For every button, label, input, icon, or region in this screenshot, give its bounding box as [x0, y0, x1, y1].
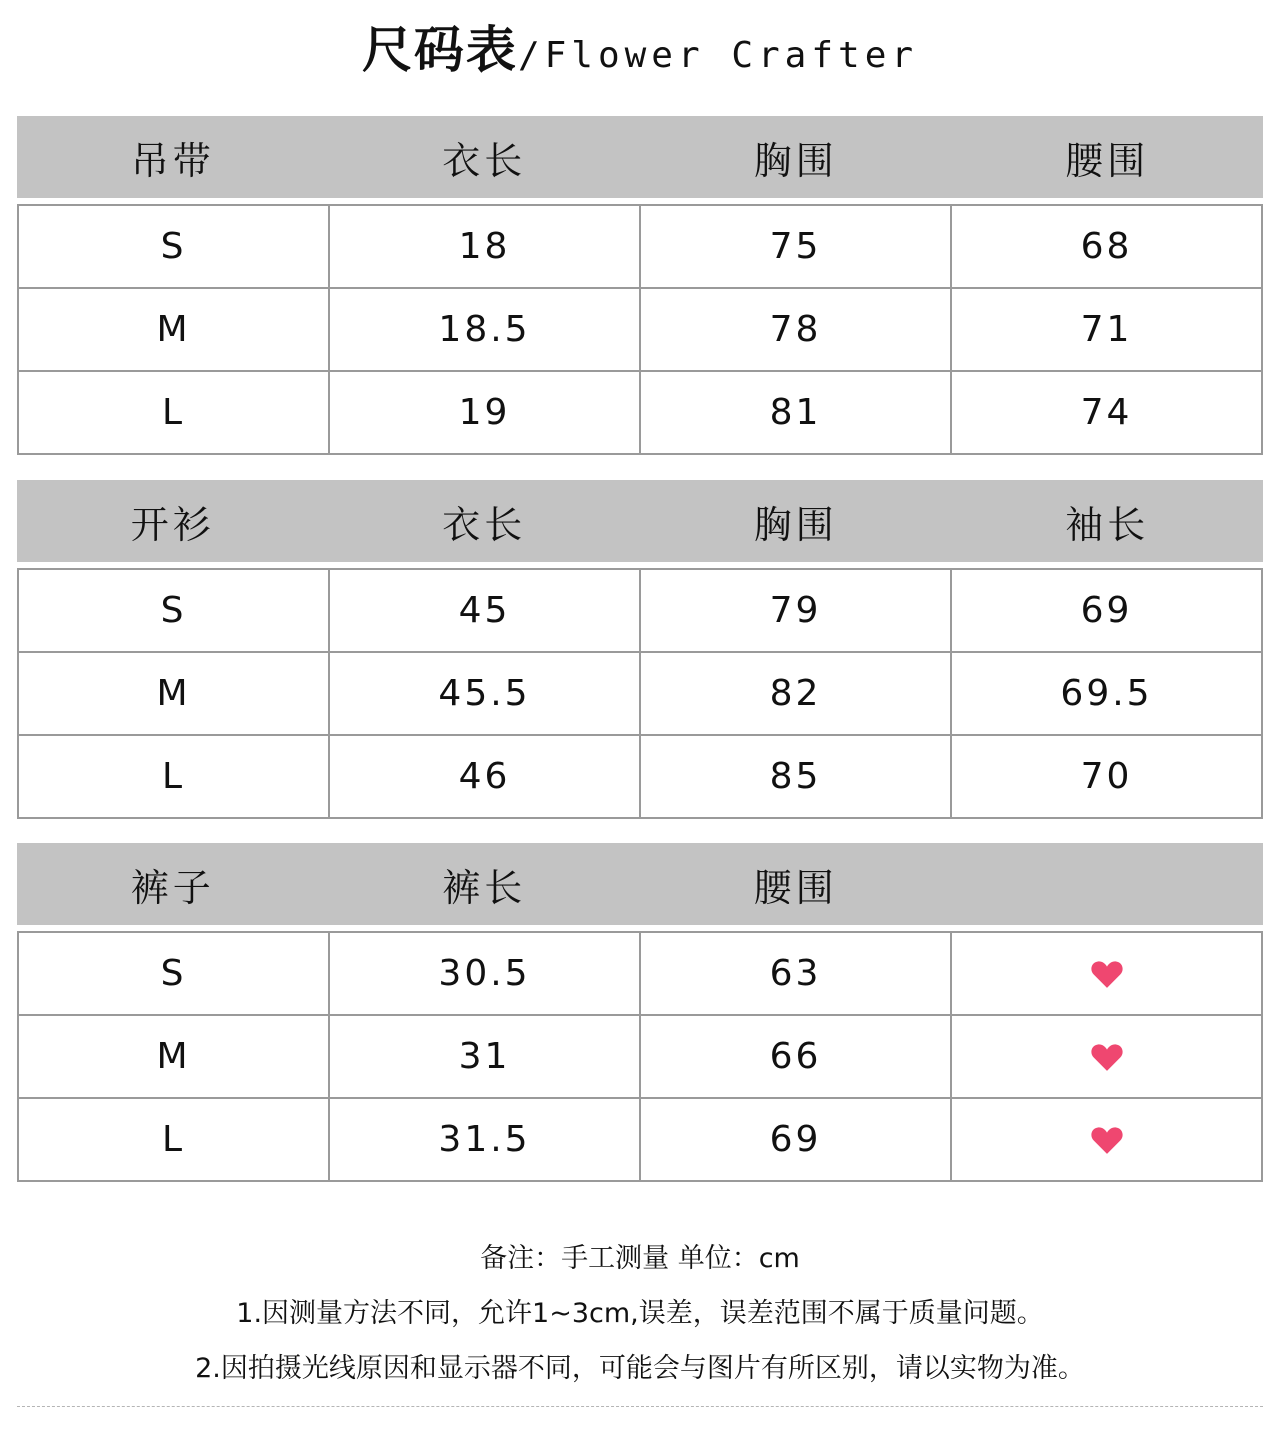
page-title	[0, 18, 1280, 94]
size-cell: S	[19, 206, 330, 287]
heart-icon	[1090, 1042, 1124, 1072]
notes-line-1: 1.因测量方法不同，允许1~3cm,误差，误差范围不属于质量问题。	[236, 1298, 1044, 1329]
heart-cell	[952, 933, 1263, 1014]
title-sub: /Flower Crafter	[517, 35, 919, 76]
value-cell: 66	[641, 1016, 952, 1097]
value-cell: 63	[641, 933, 952, 1014]
header-cell: 袖长	[1065, 502, 1150, 547]
table-header	[17, 843, 1263, 925]
size-cell: S	[19, 570, 330, 651]
size-cell: M	[19, 1016, 330, 1097]
value-cell: 30.5	[330, 933, 641, 1014]
table-row	[19, 1099, 1263, 1182]
header-cell: 裤子	[130, 865, 215, 910]
notes-remark: 备注：手工测量 单位：cm	[480, 1243, 800, 1274]
header-cell	[952, 843, 1264, 925]
table-row	[19, 372, 1263, 455]
value-cell: 18.5	[330, 289, 641, 370]
size-table-camisole	[17, 116, 1263, 455]
size-cell: L	[19, 372, 330, 453]
value-cell: 69.5	[952, 653, 1263, 734]
header-cell: 胸围	[753, 138, 838, 183]
size-cell: M	[19, 289, 330, 370]
value-cell: 45	[330, 570, 641, 651]
table-body	[17, 204, 1263, 455]
table-body	[17, 931, 1263, 1182]
size-table-cardigan	[17, 480, 1263, 819]
value-cell: 82	[641, 653, 952, 734]
table-row	[19, 653, 1263, 736]
size-table-pants	[17, 843, 1263, 1182]
size-cell: L	[19, 1099, 330, 1180]
heart-icon	[1090, 959, 1124, 989]
header-cell: 胸围	[753, 502, 838, 547]
value-cell: 69	[952, 570, 1263, 651]
table-row	[19, 736, 1263, 819]
size-cell: M	[19, 653, 330, 734]
table-row	[19, 289, 1263, 372]
header-cell: 腰围	[1065, 138, 1150, 183]
header-cell: 腰围	[753, 865, 838, 910]
value-cell: 74	[952, 372, 1263, 453]
value-cell: 68	[952, 206, 1263, 287]
value-cell: 46	[330, 736, 641, 817]
header-cell: 衣长	[442, 502, 527, 547]
value-cell: 31	[330, 1016, 641, 1097]
value-cell: 69	[641, 1099, 952, 1180]
value-cell: 45.5	[330, 653, 641, 734]
header-cell: 开衫	[130, 502, 215, 547]
value-cell: 18	[330, 206, 641, 287]
header-cell: 衣长	[442, 138, 527, 183]
table-row	[19, 1016, 1263, 1099]
table-body	[17, 568, 1263, 819]
notes-line-2: 2.因拍摄光线原因和显示器不同，可能会与图片有所区别，请以实物为准。	[195, 1353, 1085, 1384]
size-cell: S	[19, 933, 330, 1014]
value-cell: 19	[330, 372, 641, 453]
table-row	[19, 933, 1263, 1016]
heart-cell	[952, 1099, 1263, 1180]
value-cell: 85	[641, 736, 952, 817]
value-cell: 71	[952, 289, 1263, 370]
value-cell: 81	[641, 372, 952, 453]
size-cell: L	[19, 736, 330, 817]
header-cell: 吊带	[130, 138, 215, 183]
value-cell: 79	[641, 570, 952, 651]
table-row	[19, 570, 1263, 653]
table-header	[17, 480, 1263, 562]
header-cell: 裤长	[442, 865, 527, 910]
heart-icon	[1090, 1125, 1124, 1155]
table-header	[17, 116, 1263, 198]
table-row	[19, 206, 1263, 289]
dashed-divider	[17, 1406, 1263, 1407]
value-cell: 78	[641, 289, 952, 370]
value-cell: 75	[641, 206, 952, 287]
value-cell: 70	[952, 736, 1263, 817]
value-cell: 31.5	[330, 1099, 641, 1180]
title-main: 尺码表	[361, 21, 518, 79]
heart-cell	[952, 1016, 1263, 1097]
